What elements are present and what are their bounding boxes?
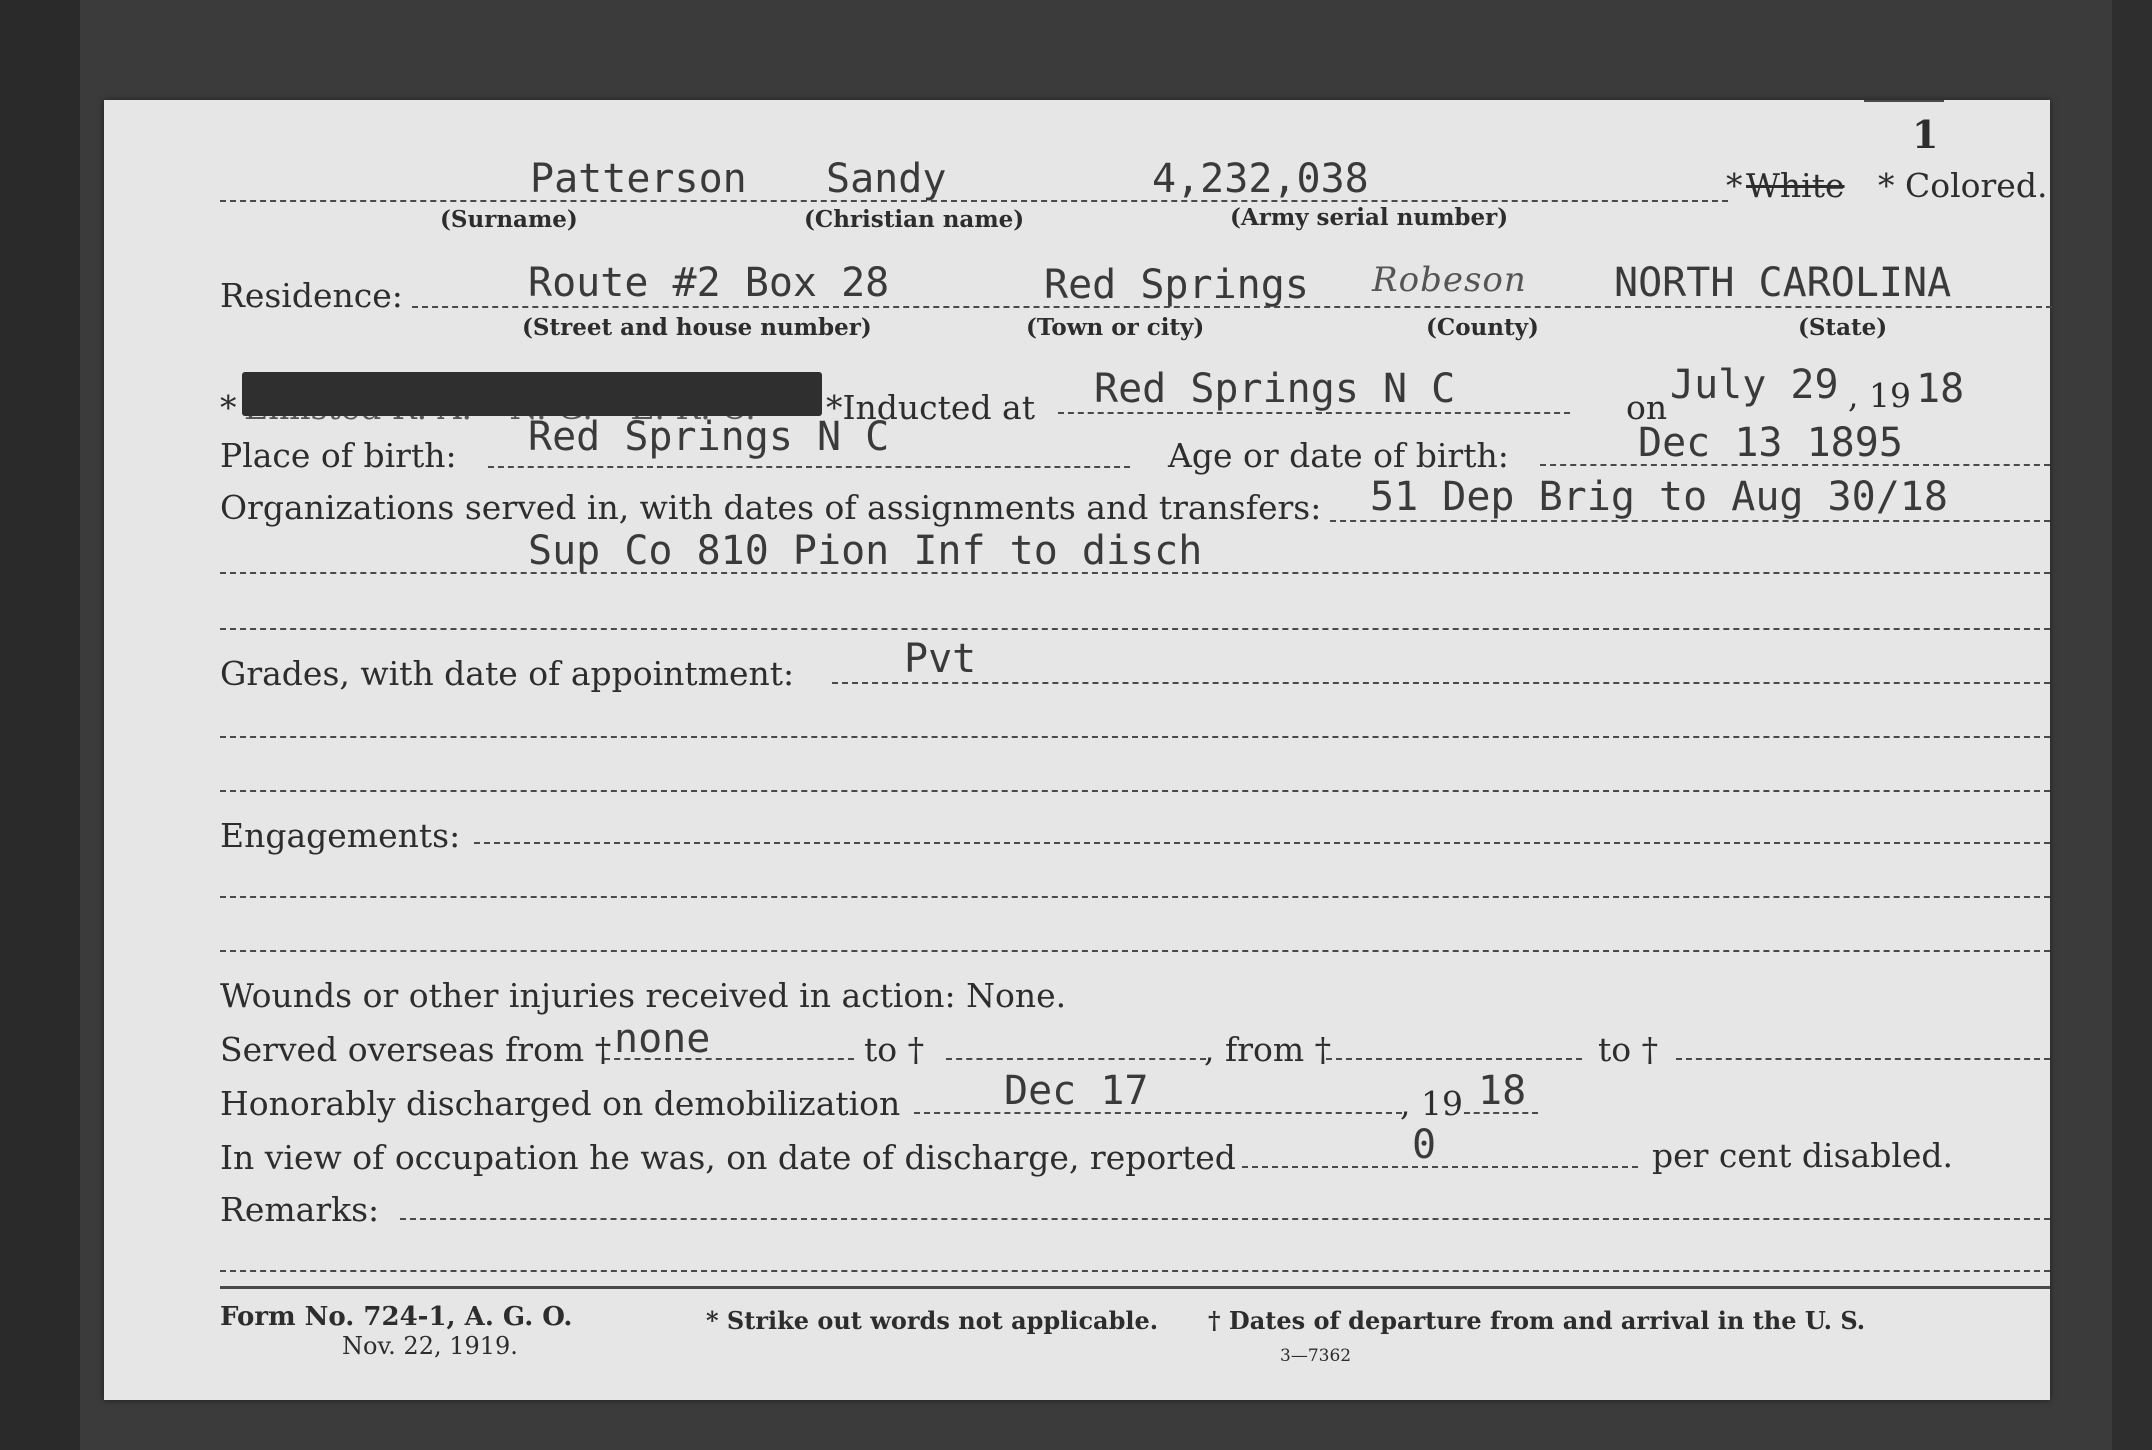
- residence-town-value: Red Springs: [1044, 262, 1309, 308]
- race-colored: * Colored.: [1878, 166, 2048, 205]
- footer-note-dagger: † Dates of departure from and arrival in the U. S.: [1208, 1306, 1866, 1335]
- induction-year-printed: , 19: [1848, 376, 1911, 415]
- discharge-label: Honorably discharged on demobilization: [220, 1084, 901, 1123]
- inducted-at-label: *Inducted at: [826, 388, 1035, 427]
- christian-name-caption: (Christian name): [804, 206, 1025, 233]
- overseas-to-line: [946, 1058, 1206, 1060]
- inducted-at-line: [1058, 412, 1570, 414]
- discharge-year-printed: , 19: [1400, 1084, 1463, 1123]
- print-code: 3—7362: [1280, 1346, 1352, 1366]
- induction-on-label: on: [1626, 388, 1668, 427]
- organizations-line-3: [220, 628, 2050, 630]
- footer-rule: [220, 1286, 2050, 1289]
- grades-line-2: [220, 736, 2050, 738]
- engagements-line-2: [220, 896, 2050, 898]
- card-number: 1: [1912, 112, 1939, 157]
- place-of-birth-label: Place of birth:: [220, 436, 457, 475]
- overseas-to2-line: [1676, 1058, 2050, 1060]
- residence-label: Residence:: [220, 276, 403, 315]
- remarks-line-1: [400, 1218, 2050, 1220]
- card-number-rule: [1864, 100, 1944, 102]
- name-line: [220, 200, 1728, 202]
- disability-label: In view of occupation he was, on date of discharge, reported: [220, 1138, 1236, 1177]
- overseas-from-label: Served overseas from †: [220, 1030, 612, 1069]
- scan-background-left: [0, 0, 80, 1450]
- organizations-value-1: 51 Dep Brig to Aug 30/18: [1370, 474, 1948, 520]
- engagements-line-1: [474, 842, 2050, 844]
- place-of-birth-value: Red Springs N C: [528, 414, 890, 460]
- induction-star: *: [220, 388, 237, 427]
- inducted-at-value: Red Springs N C: [1094, 366, 1456, 412]
- redaction-bar: [242, 372, 822, 416]
- age-label: Age or date of birth:: [1168, 436, 1509, 475]
- discharge-year-typed: 18: [1478, 1068, 1527, 1114]
- overseas-from-value: none: [614, 1016, 711, 1062]
- discharge-date-line: [914, 1112, 1402, 1114]
- town-caption: (Town or city): [1026, 314, 1205, 341]
- date-of-birth-value: Dec 13 1895: [1638, 420, 1903, 466]
- organizations-value-2: Sup Co 810 Pion Inf to disch: [528, 528, 1203, 574]
- disability-value: 0: [1412, 1122, 1437, 1168]
- discharge-date-value: Dec 17: [1004, 1068, 1149, 1114]
- race-star: *: [1726, 166, 1743, 205]
- street-caption: (Street and house number): [522, 314, 872, 341]
- overseas-from2-line: [1326, 1058, 1582, 1060]
- engagements-line-3: [220, 950, 2050, 952]
- race-white-struck: White: [1746, 166, 1845, 205]
- form-number: Form No. 724-1, A. G. O.: [220, 1302, 573, 1332]
- organizations-label: Organizations served in, with dates of assignments and transfers:: [220, 488, 1322, 527]
- surname-caption: (Surname): [440, 206, 578, 233]
- place-of-birth-line: [488, 466, 1130, 468]
- organizations-line-1: [1330, 520, 2050, 522]
- footer-note-star: * Strike out words not applicable.: [706, 1306, 1159, 1335]
- state-caption: (State): [1798, 314, 1888, 341]
- grades-line-3: [220, 790, 2050, 792]
- induction-year-typed: 18: [1916, 366, 1965, 412]
- record-card: [104, 100, 2050, 1400]
- overseas-to2-label: to †: [1598, 1030, 1659, 1069]
- form-date: Nov. 22, 1919.: [342, 1332, 518, 1360]
- christian-name-value: Sandy: [826, 156, 947, 202]
- residence-state-value: NORTH CAROLINA: [1614, 260, 1952, 306]
- grades-value: Pvt: [904, 636, 977, 682]
- serial-caption: (Army serial number): [1230, 204, 1509, 231]
- residence-county-handwritten: Robeson: [1372, 260, 1527, 300]
- remarks-label: Remarks:: [220, 1190, 380, 1229]
- remarks-line-2: [220, 1270, 2050, 1272]
- disability-suffix: per cent disabled.: [1652, 1136, 1954, 1175]
- wounds-label: Wounds or other injuries received in action: None.: [220, 976, 1067, 1015]
- scan-background-right: [2112, 0, 2152, 1450]
- induction-date-value: July 29: [1670, 362, 1839, 408]
- grades-line-1: [832, 682, 2050, 684]
- overseas-to-label: to †: [864, 1030, 925, 1069]
- engagements-label: Engagements:: [220, 816, 461, 855]
- residence-street-value: Route #2 Box 28: [528, 260, 890, 306]
- disability-line: [1242, 1166, 1638, 1168]
- surname-value: Patterson: [530, 156, 747, 202]
- county-caption: (County): [1426, 314, 1539, 341]
- serial-number-value: 4,232,038: [1152, 156, 1369, 202]
- grades-label: Grades, with date of appointment:: [220, 654, 795, 693]
- overseas-from2-label: , from †: [1204, 1030, 1332, 1069]
